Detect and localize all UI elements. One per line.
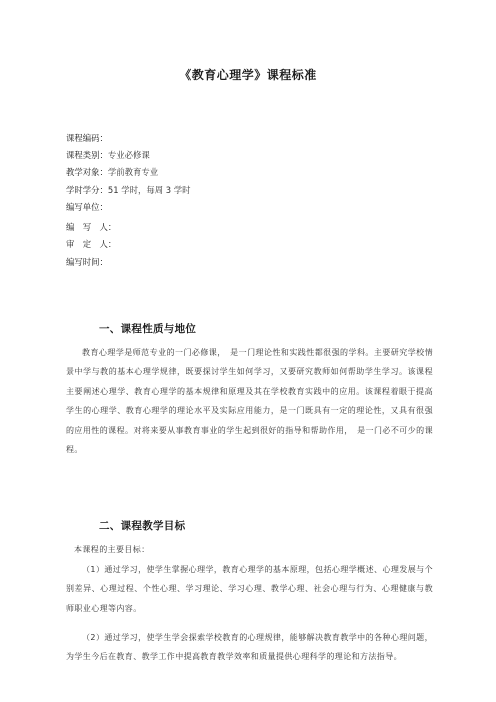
section-heading: 一、课程性质与地位 <box>99 323 197 335</box>
meta-label: 编写单位： <box>66 201 108 212</box>
meta-label: 学时学分： <box>66 184 108 195</box>
document-title: 《教育心理学》课程标准 <box>179 68 317 82</box>
meta-unit <box>66 202 436 213</box>
meta-label: 编写时间： <box>66 256 108 267</box>
meta-value: 专业必修课 <box>107 150 150 161</box>
meta-course-category <box>66 150 436 161</box>
meta-label: 教学对象： <box>66 167 108 178</box>
course-meta <box>66 133 436 274</box>
meta-value: 51 学时，每周 3 学时 <box>107 184 191 195</box>
section-paragraph: （1）通过学习，使学生掌握心理学，教育心理学的基本原理，包括心理学概述、心理发展与个别差异、心理过程、个性心理、学习理论、学习心理、教学心理、社会心理与行为、心理健康与教师职业心理等内容。 <box>66 565 433 613</box>
meta-label: 编 写 人： <box>66 222 117 233</box>
meta-value: 学前教育专业 <box>107 167 159 178</box>
section-paragraph: （2）通过学习，使学生学会探索学校教育的心理规律，能够解决教育教学中的各种心理问题，为学生今后在教育、教学工作中提高教育教学效率和质量提供心理科学的理论和方法指导。 <box>66 633 433 662</box>
meta-date <box>66 257 436 268</box>
section-paragraph: 教育心理学是师范专业的一门必修课， 是一门理论性和实践性都很强的学科。主要研究学校情景中学与教的基本心理学规律，既要探讨学生如何学习，又要研究教师如何帮助学生学习。该课程主要阐述心理学、教育心理学的基本规律和原理及其在学校教育实践中的应用。该课程着眼于提高学生的心理学、教育心理学的理论水平及实际应用能力，是一门既具有一定的理论性，又具有很强的应用性的课程。对将来要从事教育事业的学生起到很好的指导和帮助作用， 是一门必不可少的课程。 <box>66 348 433 455</box>
meta-course-code <box>66 133 436 144</box>
section-heading: 二、课程教学目标 <box>99 520 186 532</box>
meta-reviewer <box>66 239 436 250</box>
meta-label: 审 定 人： <box>66 239 117 250</box>
meta-label: 课程类别： <box>66 150 108 161</box>
section-paragraph: 本课程的主要目标： <box>74 545 150 554</box>
meta-author <box>66 222 436 233</box>
meta-label: 课程编码： <box>66 133 108 143</box>
meta-hours-credits <box>66 185 436 196</box>
meta-audience <box>66 167 436 178</box>
